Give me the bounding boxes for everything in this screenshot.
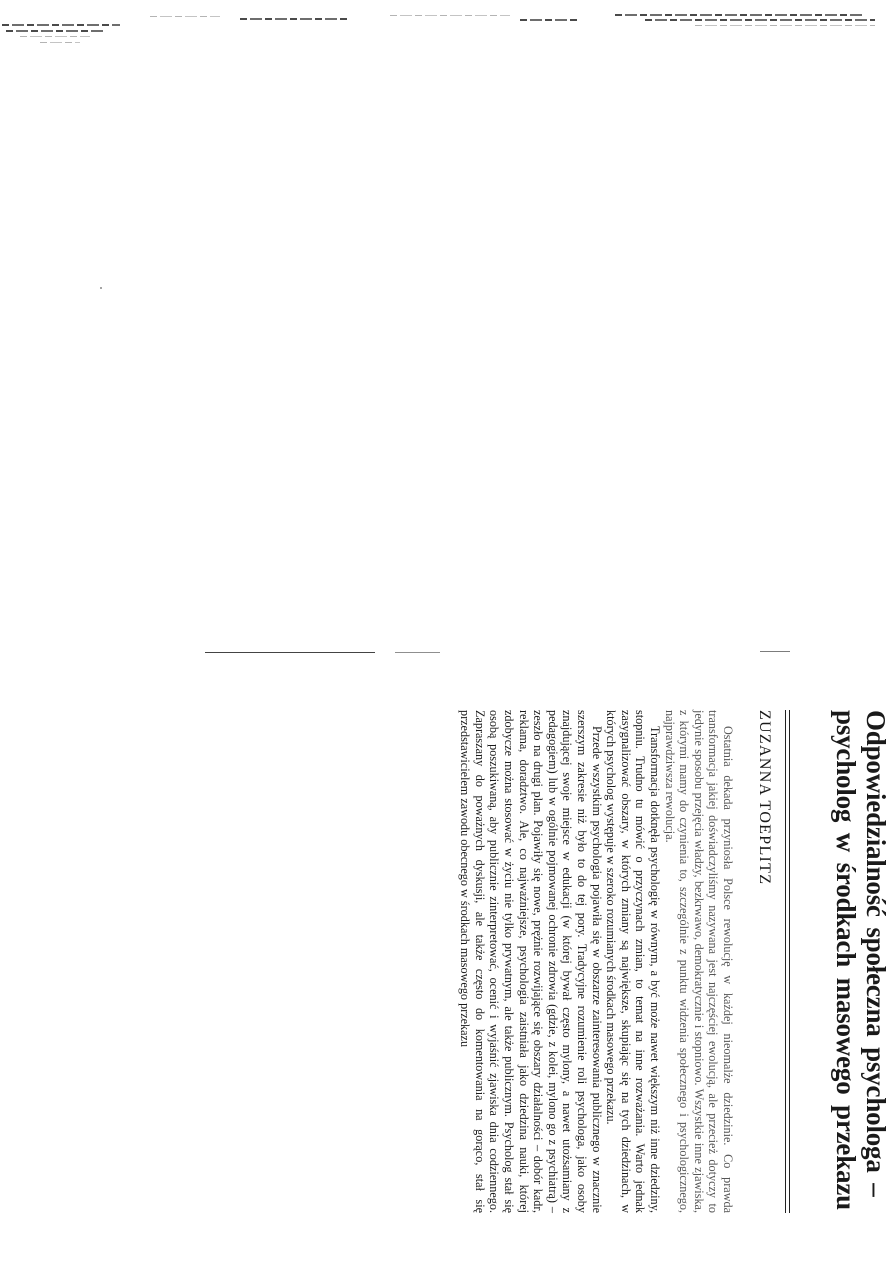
scan-artifact-top-right bbox=[615, 8, 885, 38]
paragraph: Transformacja dotknęła psychologię w równym, a być może nawet większym niż inne dziedziny, stopniu. Trudno tu mówić o przyczynach zmian, to temat na inne rozważania. Warto jednak zasygnalizować obszary, w których zmiany są największe, skupiając się na tych dziedzinach, w których psycholog występuje w szeroko rozumianych środkach masowego przekazu. bbox=[604, 710, 663, 1213]
dust-speck bbox=[100, 287, 102, 289]
article-page bbox=[458, 710, 891, 1213]
paragraph: Przede wszystkim psychologia pojawiła się w obszarze zainteresowania publicznego w znacznie szerszym zakresie niż było to do tej pory. Tradycyjne rozumienie roli psychologa, jako osoby znajdującej swoje miejsce w edukacji (w której bywał często mylony, a nawet utożsamiany z pedagogiem) lub w ogólnie pojmowanej ochronie zdrowia (gdzie, z kolei, mylono go z psychiatrą) – zeszło na drugi plan. Pojawiły się nowe, prężnie rozwijające się obszary działalności – dobór kadr, reklama, doradztwo. Ale, co najważniejsze, psychologia zaistniała jako dziedzina nauki, której zdobycze można stosować w życiu nie tylko prywatnym, ale także publicznym. Psycholog stał się osobą poszukiwaną, aby publicznie zinterpretować, ocenić i wyjaśnić zjawiska dnia codziennego. Zapraszany do poważnych dyskusji, ale także często do komentowania na gorąco, stał się przedstawicielem zawodu obecnego w środkach masowego przekazu bbox=[458, 710, 604, 1213]
fold-line-left bbox=[205, 652, 375, 653]
author-name: ZUZANNA TOEPLITZ bbox=[756, 710, 773, 886]
paragraph: Ostatnia dekada przyniosła Polsce rewolucję w każdej nieomalże dziedzinie. Co prawda transformacja jakiej doświadczyliśmy nazywana jest najczęściej ewolucją, ale przecież dotyczy to jedynie sposobu przejęcia władzy, bezkrwawo, demokratycznie i stopniowo. Wszystkie inne zjawiska, z którymi mamy do czynienia to, szczególnie z punktu widzenia społecznego i psychologicznego, najprawdziwsza rewolucja. bbox=[662, 710, 735, 1213]
fold-line-right bbox=[760, 651, 790, 652]
scan-artifact-top-middle bbox=[150, 10, 590, 30]
fold-line-center bbox=[395, 652, 440, 653]
scan-artifact-top-left bbox=[0, 18, 130, 48]
article-title: Odpowiedzialność społeczna psychologa – psycholog w środkach masowego przekazu bbox=[831, 710, 891, 1210]
title-divider bbox=[785, 710, 790, 1213]
article-body bbox=[458, 710, 735, 1213]
